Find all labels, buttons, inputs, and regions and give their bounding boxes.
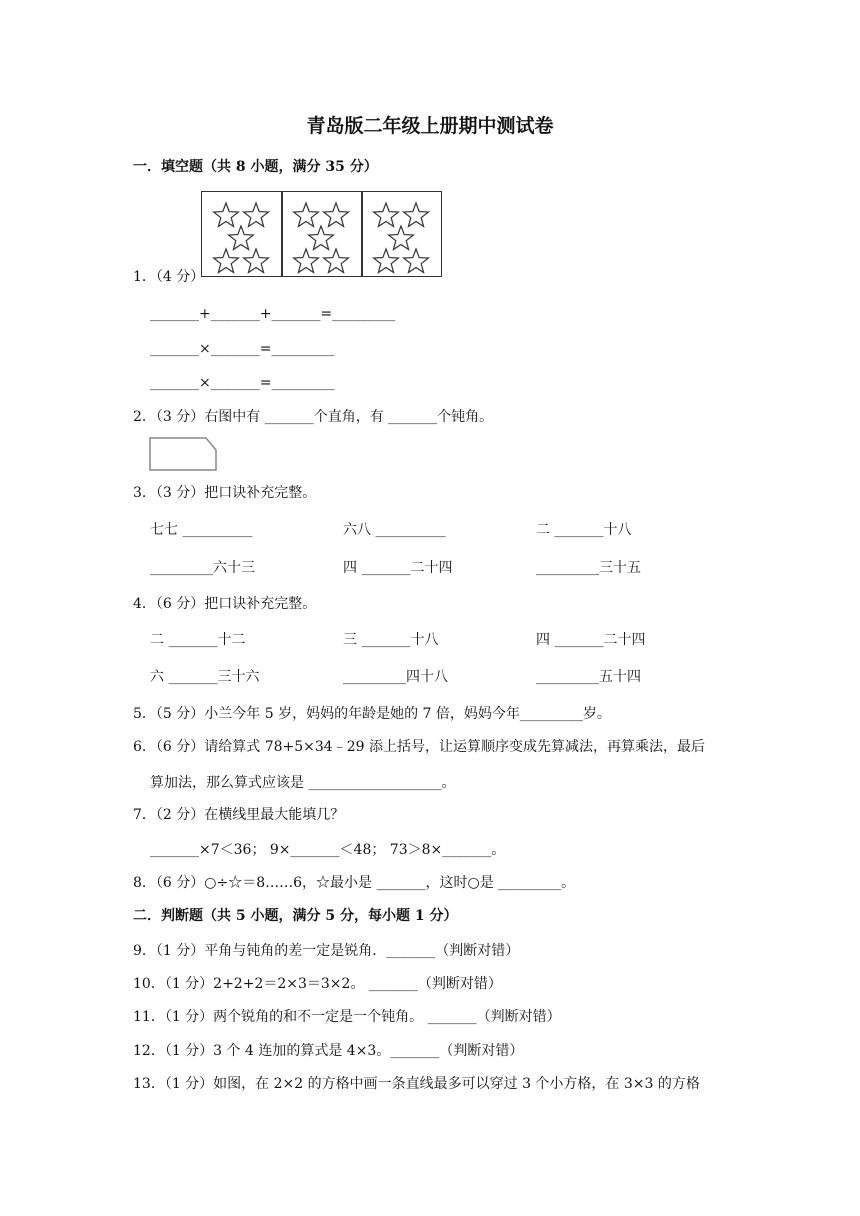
q6-text: 6．（6 分）请给算式 78+5×34﹣29 添上括号，让运算顺序变成先算减法，再算乘法，最后 (133, 739, 705, 755)
page-title: 青岛版二年级上册期中测试卷 (306, 115, 554, 137)
stars-svg (282, 192, 362, 276)
star-icon (244, 249, 269, 273)
q3-item: 四 _______二十四 (343, 560, 453, 576)
q5-text: 5．（5 分）小兰今年 5 岁，妈妈的年龄是她的 7 倍，妈妈今年_________岁。 (133, 706, 611, 722)
star-group (202, 192, 282, 276)
q13-text: 13．（1 分）如图，在 2×2 的方格中画一条直线最多可以穿过 3 个小方格，在 3×3 的方格 (133, 1076, 700, 1092)
section-heading-fill-in: 一．填空题（共 8 小题，满分 35 分） (133, 159, 378, 175)
star-group (282, 192, 362, 276)
q3-item: 六八 __________ (343, 522, 446, 538)
q3-item: _________三十五 (536, 560, 641, 576)
star-icon (229, 226, 254, 250)
q2-text: 2．（3 分）右图中有 _______个直角，有 _______个钝角。 (133, 409, 494, 425)
q3-item: _________六十三 (150, 560, 255, 576)
q4-item: 二 _______十二 (150, 632, 246, 648)
q1-line-multiplication: _______×_______=_________ (150, 341, 335, 357)
angle-figure (148, 436, 220, 472)
q10-text: 10．（1 分）2+2+2＝2×3＝3×2。 _______（判断对错） (133, 976, 502, 992)
q9-text: 9．（1 分）平角与钝角的差一定是锐角．_______（判断对错） (133, 943, 520, 959)
q1-line-addition: _______+_______+_______=_________ (150, 306, 396, 322)
q7-inequalities: _______×7＜36； 9×_______＜48； 73＞8×_______。 (150, 842, 506, 858)
q7-text: 7．（2 分）在横线里最大能填几？ (133, 807, 345, 823)
star-icon (214, 249, 239, 273)
q4-item: 三 _______十八 (343, 632, 439, 648)
q3-label: 3．（3 分）把口诀补充完整。 (133, 485, 317, 501)
q11-text: 11．（1 分）两个锐角的和不一定是一个钝角。 _______（判断对错） (133, 1009, 561, 1025)
star-icon (214, 203, 239, 227)
stars-svg (362, 192, 442, 276)
q4-label: 4．（6 分）把口诀补充完整。 (133, 596, 317, 612)
q3-item: 七七 __________ (150, 522, 253, 538)
star-icon (374, 249, 399, 273)
q12-text: 12．（1 分）3 个 4 连加的算式是 4×3。_______（判断对错） (133, 1043, 524, 1059)
q6-text-cont: 算加法，那么算式应该是 ___________________。 (150, 775, 456, 791)
q1-label: 1．（4 分） (133, 269, 205, 285)
q1-line-multiplication: _______×_______=_________ (150, 375, 335, 391)
star-icon (404, 203, 429, 227)
star-icon (389, 226, 414, 250)
star-icon (309, 226, 334, 250)
star-icon (324, 249, 349, 273)
q4-item: 四 _______二十四 (536, 632, 646, 648)
section-heading-true-false: 二．判断题（共 5 小题，满分 5 分，每小题 1 分） (133, 908, 458, 924)
stars-svg (202, 192, 282, 276)
star-groups-figure (201, 191, 442, 277)
q4-item: _________五十四 (536, 669, 641, 685)
star-icon (294, 203, 319, 227)
star-icon (324, 203, 349, 227)
q8-text: 8．（6 分）○÷☆＝8……6，☆最小是 _______，这时○是 _________。 (133, 875, 576, 891)
star-group (362, 192, 442, 276)
q3-item: 二 _______十八 (536, 522, 632, 538)
star-icon (374, 203, 399, 227)
star-icon (404, 249, 429, 273)
q4-item: _________四十八 (343, 669, 448, 685)
q4-item: 六 _______三十六 (150, 669, 260, 685)
star-icon (244, 203, 269, 227)
star-icon (294, 249, 319, 273)
